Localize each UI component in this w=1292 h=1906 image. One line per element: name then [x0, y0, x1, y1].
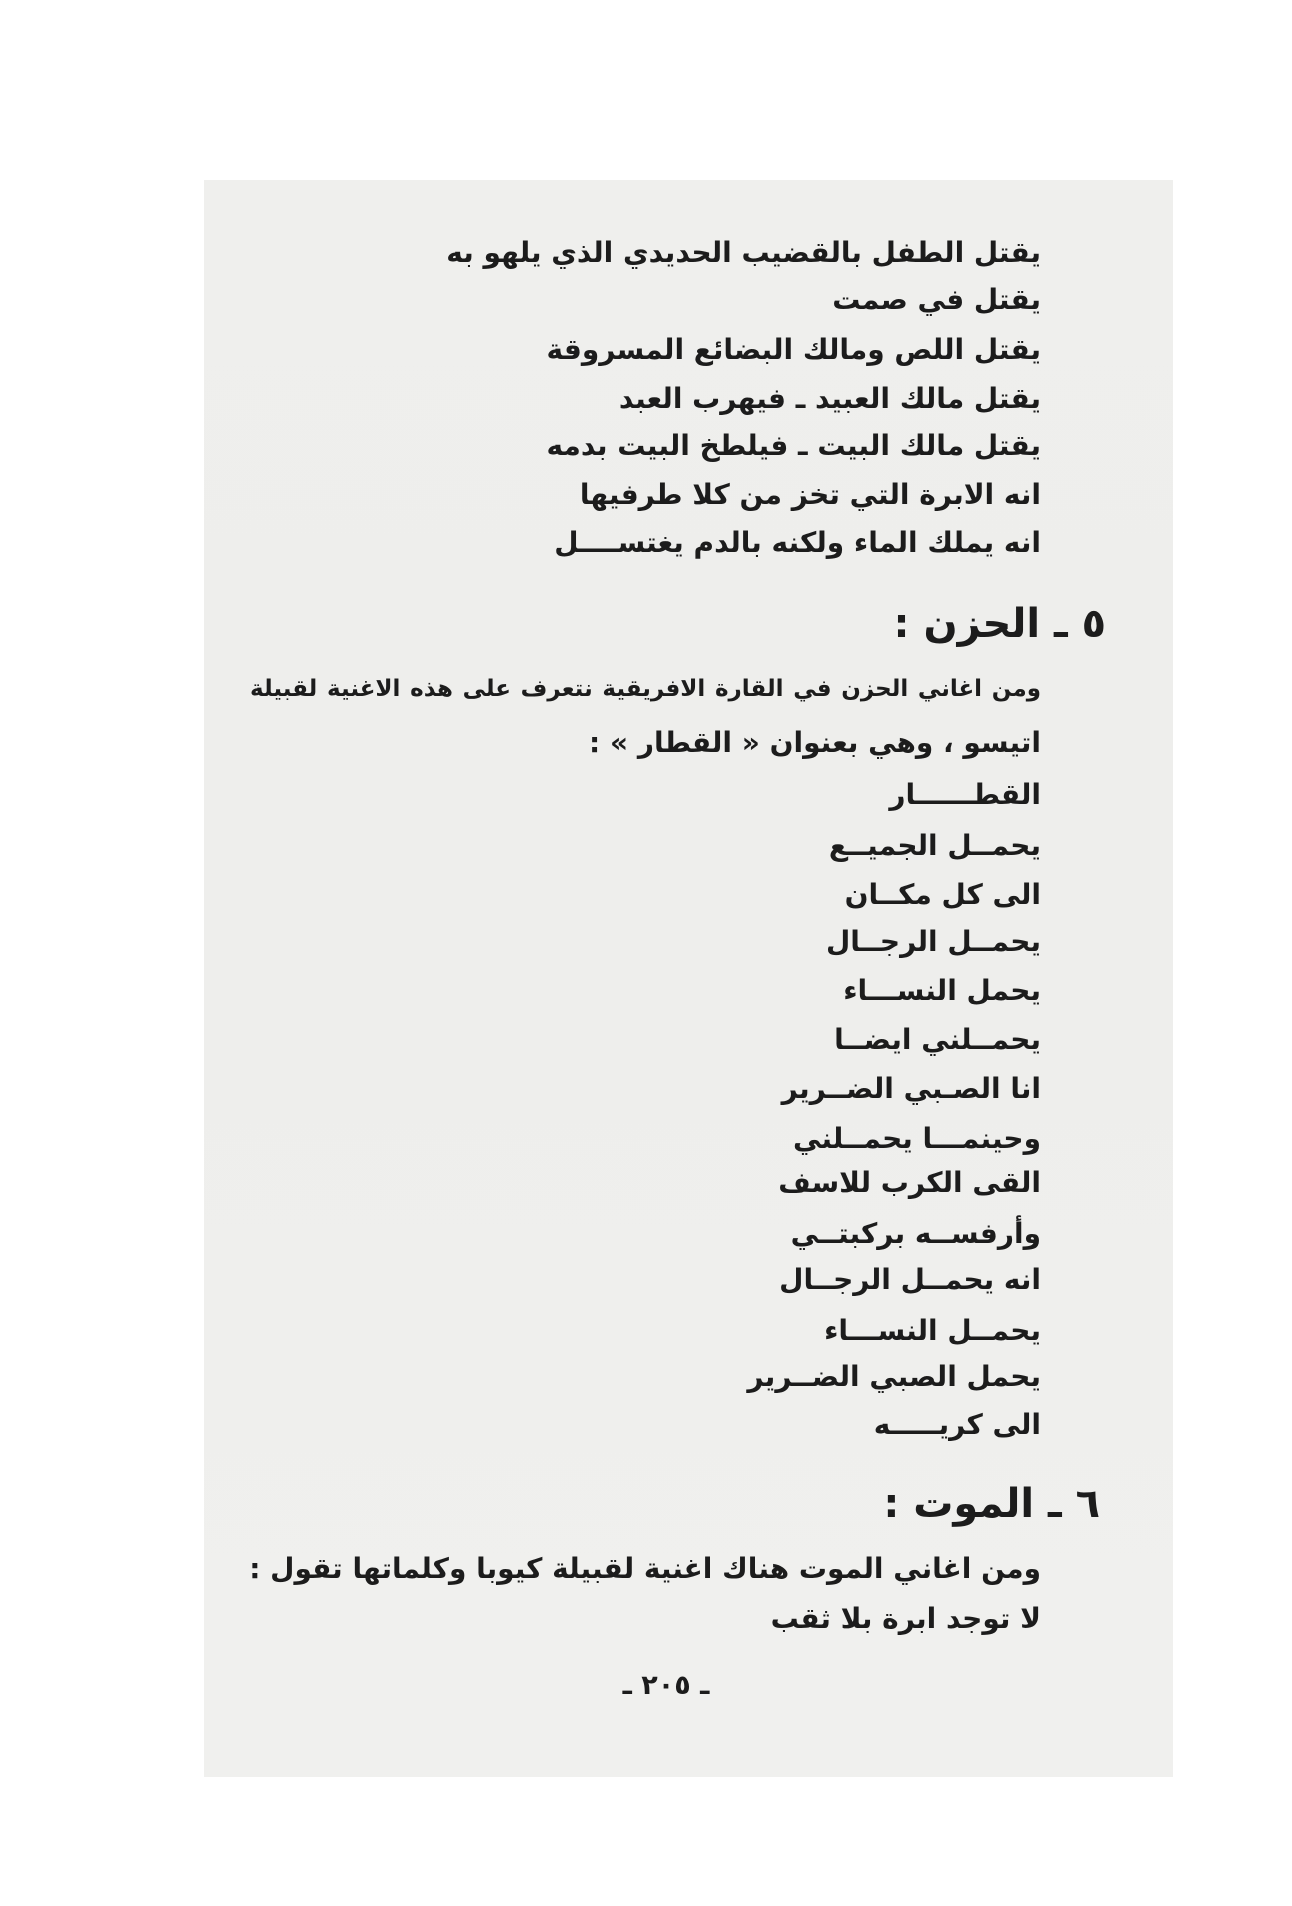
poem-line: يحمــل النســـاء [824, 1314, 1041, 1347]
verse-line: يقتل اللص ومالك البضائع المسروقة [546, 333, 1041, 366]
poem-line: وحينمـــا يحمــلني [793, 1122, 1041, 1155]
poem-line: يحمل الصبي الضــرير [747, 1360, 1041, 1393]
page-number: ـ ٢٠٥ ـ [622, 1670, 710, 1701]
poem-line: القى الكرب للاسف [778, 1166, 1041, 1199]
poem-line: القطــــــار [889, 778, 1041, 811]
poem-line: لا توجد ابرة بلا ثقب [770, 1602, 1041, 1635]
poem-line: يحمــل الرجــال [825, 925, 1041, 958]
intro-line: ومن اغاني الحزن في القارة الافريقية نتعرف على هذه الاغنية لقبيلة [250, 676, 1041, 702]
poem-line: الى كريـــــه [873, 1408, 1041, 1441]
verse-line: يقتل الطفل بالقضيب الحديدي الذي يلهو به [446, 236, 1041, 269]
verse-line: يقتل في صمت [832, 283, 1041, 316]
intro-line: اتيسو ، وهي بعنوان « القطار » : [589, 726, 1041, 759]
poem-line: وأرفســه بركبتــي [790, 1217, 1041, 1250]
section-heading-sorrow: ٥ ـ الحزن : [893, 601, 1106, 647]
poem-line: انه يحمــل الرجــال [779, 1263, 1041, 1296]
poem-line: يحمل النســـاء [843, 974, 1041, 1007]
verse-line: يقتل مالك البيت ـ فيلطخ البيت بدمه [546, 429, 1041, 462]
poem-line: الى كل مكــان [844, 878, 1041, 911]
poem-line: انا الصـبي الضــرير [781, 1072, 1041, 1105]
verse-line: انه يملك الماء ولكنه بالدم يغتســــل [554, 526, 1041, 559]
verse-line: انه الابرة التي تخز من كلا طرفيها [579, 478, 1041, 511]
verse-line: يقتل مالك العبيد ـ فيهرب العبد [618, 382, 1041, 415]
poem-line: يحمــلني ايضــا [834, 1023, 1041, 1056]
intro-line: ومن اغاني الموت هناك اغنية لقبيلة كيوبا وكلماتها تقول : [249, 1552, 1041, 1585]
poem-line: يحمــل الجميــع [828, 829, 1041, 862]
section-heading-death: ٦ ـ الموت : [883, 1481, 1100, 1527]
